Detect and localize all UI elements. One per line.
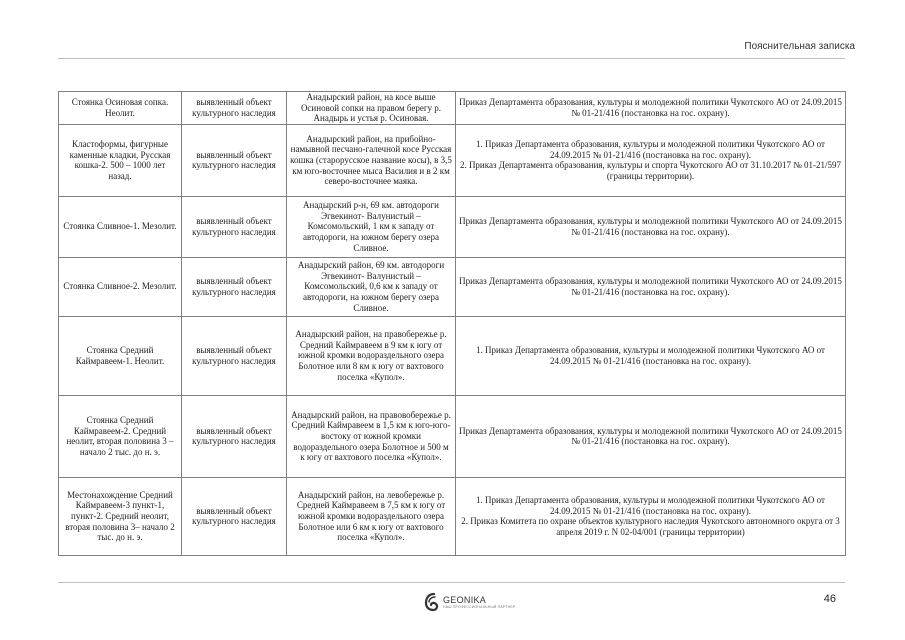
footer-divider [58, 582, 845, 583]
object-status-cell: выявленный объект культурного наследия [182, 395, 287, 477]
legal-orders-cell [456, 316, 846, 395]
object-name-cell: Стоянка Сливное-1. Мезолит. [59, 196, 182, 257]
legal-orders-cell [456, 257, 846, 316]
legal-order-text: Приказ Департамента образования, культуры и молодежной политики Чукотского АО от 24.09.2015 № 01-21/416 (постановка на гос. охрану). [459, 97, 842, 118]
legal-orders-cell [456, 124, 846, 196]
object-name-cell: Стоянка Средний Каймравеем-1. Неолит. [59, 316, 182, 395]
geonika-logo [424, 590, 515, 614]
object-location-cell: Анадырский район, на правобережье р. Средний Каймравеем в 9 км к югу от южной кромки водораздельного озера Болотное или 8 км к югу от вахтового поселка «Купол». [287, 316, 456, 395]
object-status-cell: выявленный объект культурного наследия [182, 477, 287, 555]
heritage-objects-table [58, 91, 846, 556]
object-status-cell: выявленный объект культурного наследия [182, 316, 287, 395]
object-location-cell: Анадырский район, на левобережье р. Средней Каймравеем в 7,5 км к югу от южной кромки водораздельного озера Болотное или 6 км к югу от вахтового поселка «Купол». [287, 477, 456, 555]
legal-order-text: 2. Приказ Комитета по охране объектов культурного наследия Чукотского автономного округа от 3 апреля 2019 г. N 02-04/001 (границы территории) [461, 516, 840, 537]
object-status-cell: выявленный объект культурного наследия [182, 92, 287, 125]
page-number: 46 [823, 593, 836, 605]
logo-subtitle: НАШ ПРОФЕССИОНАЛЬНЫЙ ПАРТНЕР [443, 605, 516, 609]
document-header-title: Пояснительная записка [744, 41, 855, 52]
table-row [59, 316, 846, 395]
table-row [59, 477, 846, 555]
object-name-cell: Местонахождение Средний Каймравеем-3 пункт-1, пункт-2. Средний неолит, вторая половина 3– начало 2 тыс. до н. э. [59, 477, 182, 555]
table-row [59, 196, 846, 257]
table-row [59, 124, 846, 196]
object-name-cell: Стоянка Осиновая сопка. Неолит. [59, 92, 182, 125]
object-status-cell: выявленный объект культурного наследия [182, 257, 287, 316]
object-name-cell: Кластоформы, фигурные каменные кладки, Русская кошка-2. 500 – 1000 лет назад. [59, 124, 182, 196]
object-location-cell: Анадырский р-н, 69 км. автодороги Эгвекинот- Валунистый – Комсомольский, 1 км к западу от автодороги, на южном берегу озера Сливное. [287, 196, 456, 257]
legal-orders-cell [456, 395, 846, 477]
header-divider [58, 58, 845, 59]
legal-order-text: Приказ Департамента образования, культуры и молодежной политики Чукотского АО от 24.09.2015 № 01-21/416 (постановка на гос. охрану). [459, 425, 842, 447]
object-location-cell: Анадырский район, на прибойно-намывной песчано-галечной косе Русская кошка (старорусское название косы), в 3,5 км юго-восточнее мыса Василия и в 2 км северо-восточнее маяка. [287, 124, 456, 196]
legal-order-text: 1. Приказ Департамента образования, культуры и молодежной политики Чукотского АО от 24.09.2015 № 01-21/416 (постановка на гос. охрану). [476, 495, 825, 516]
table-row [59, 257, 846, 316]
table-row [59, 92, 846, 125]
object-name-cell: Стоянка Средний Каймравеем-2. Средний неолит, вторая половина 3 – начало 2 тыс. до н. э. [59, 395, 182, 477]
object-name-cell: Стоянка Сливное-2. Мезолит. [59, 257, 182, 316]
table-row [59, 395, 846, 477]
object-location-cell: Анадырский район, на косе выше Осиновой сопки на правом берегу р. Анадырь и устья р. Осиновая. [287, 92, 456, 125]
legal-order-text: 1. Приказ Департамента образования, культуры и молодежной политики Чукотского АО от 24.09.2015 № 01-21/416 (постановка на гос. охрану). [476, 345, 825, 366]
swirl-icon [424, 592, 440, 612]
legal-order-text: 1. Приказ Департамента образования, культуры и молодежной политики Чукотского АО от 24.09.2015 № 01-21/416 (постановка на гос. охрану). [476, 139, 825, 160]
legal-orders-cell [456, 477, 846, 555]
legal-orders-cell [456, 196, 846, 257]
object-status-cell: выявленный объект культурного наследия [182, 196, 287, 257]
legal-order-text: Приказ Департамента образования, культуры и молодежной политики Чукотского АО от 24.09.2015 № 01-21/416 (постановка на гос. охрану). [459, 216, 842, 237]
legal-order-text: 2. Приказ Департамента образования, культуры и спорта Чукотского АО от 31.10.2017 № 01-21/597 (границы территории). [459, 160, 842, 181]
object-status-cell: выявленный объект культурного наследия [182, 124, 287, 196]
object-location-cell: Анадырский район, 69 км. автодороги Эгвекинот- Валунистый – Комсомольский, 0,6 км к западу от автодороги, на южном берегу озера Сливное. [287, 257, 456, 316]
logo-name: GEONIKA [443, 595, 487, 605]
legal-order-text: Приказ Департамента образования, культуры и молодежной политики Чукотского АО от 24.09.2015 № 01-21/416 (постановка на гос. охрану). [459, 276, 842, 297]
object-location-cell: Анадырский район, на правовобережье р. Средний Каймравеем в 1,5 км к юго-юго-востоку от южной кромки водораздельного озера Болотное и 500 м к югу от вахтового поселка «Купол». [287, 395, 456, 477]
legal-orders-cell [456, 92, 846, 125]
